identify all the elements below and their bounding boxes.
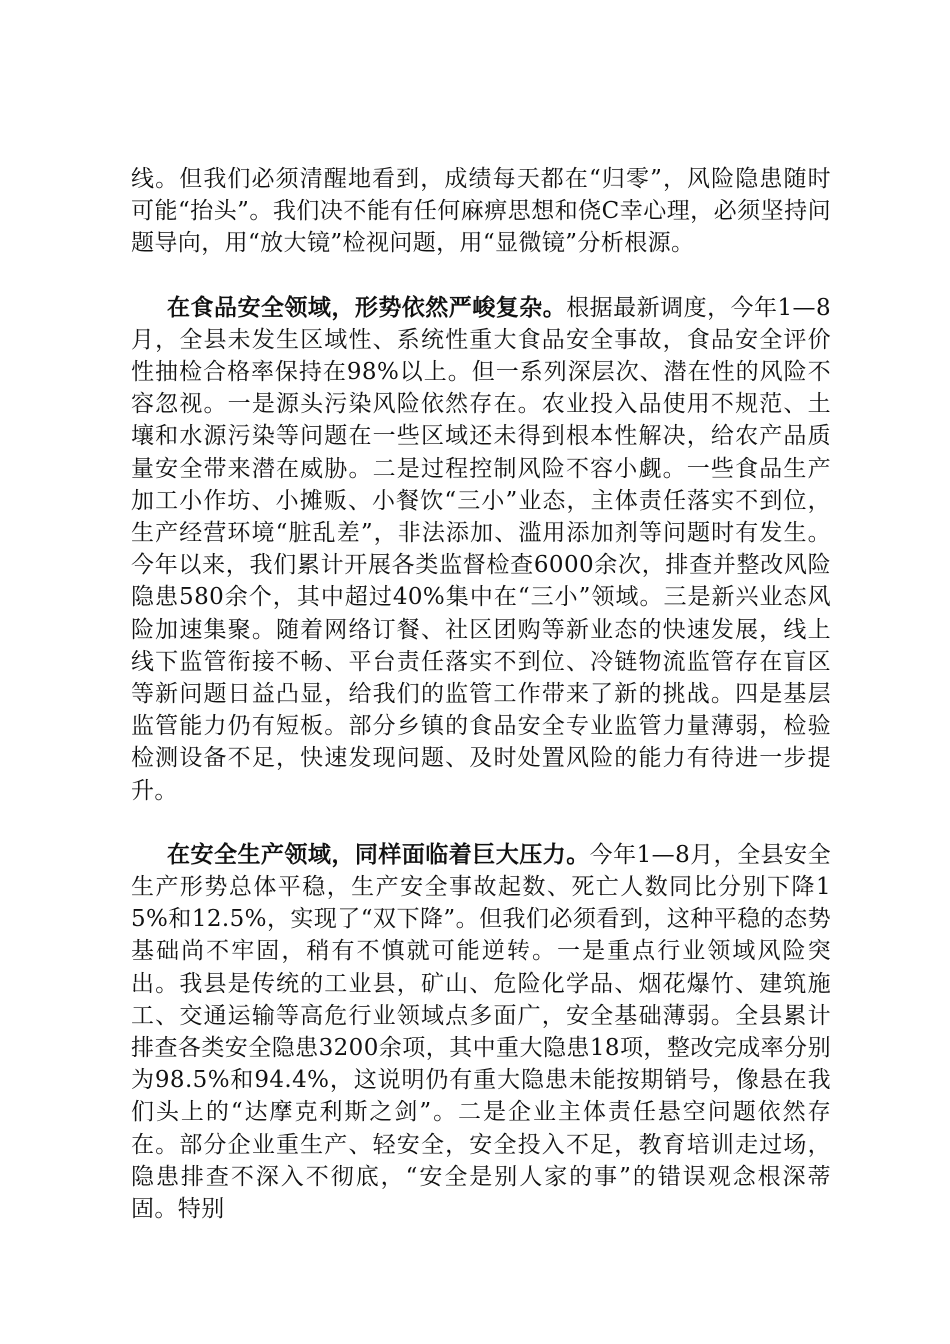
paragraph-text: 线。但我们必须清醒地看到，成绩每天都在“归零”，风险隐患随时可能“抬头”。我们决不能有任何麻痹思想和侥C幸心理，必须坚持问题导向，用“放大镜”检视问题，用“显微镜”分析根源。 [131,166,831,257]
document-body [131,163,831,1257]
paragraph-text: 今年1—8月，全县安全生产形势总体平稳，生产安全事故起数、死亡人数同比分别下降15%和12.5%，实现了“双下降”。但我们必须看到，这种平稳的态势基础尚不牢固，稍有不慎就可能逆转。一是重点行业领域风险突出。我县是传统的工业县，矿山、危险化学品、烟花爆竹、建筑施工、交通运输等高危行业领域点多面广，安全基础薄弱。全县累计排查各类安全隐患3200余项，其中重大隐患18项，整改完成率分别为98.5%和94.4%，这说明仍有重大隐患未能按期销号，像悬在我们头上的“达摩克利斯之剑”。二是企业主体责任悬空问题依然存在。部分企业重生产、轻安全，安全投入不足，教育培训走过场，隐患排查不深入不彻底，“安全是别人家的事”的错误观念根深蒂固。特别 [131,841,831,1223]
paragraph-food-safety [131,292,831,807]
paragraph-lead-heading: 在食品安全领域，形势依然严峻复杂。 [167,293,567,321]
paragraph-production-safety [131,839,831,1225]
paragraph-text: 根据最新调度，今年1—8月，全县未发生区域性、系统性重大食品安全事故，食品安全评价性抽检合格率保持在98%以上。但一系列深层次、潜在性的风险不容忽视。一是源头污染风险依然存在。农业投入品使用不规范、土壤和水源污染等问题在一些区域还未得到根本性解决，给农产品质量安全带来潜在威胁。二是过程控制风险不容小觑。一些食品生产加工小作坊、小摊贩、小餐饮“三小”业态，主体责任落实不到位，生产经营环境“脏乱差”，非法添加、滥用添加剂等问题时有发生。今年以来，我们累计开展各类监督检查6000余次，排查并整改风险隐患580余个，其中超过40%集中在“三小”领域。三是新兴业态风险加速集聚。随着网络订餐、社区团购等新业态的快速发展，线上线下监管衔接不畅、平台责任落实不到位、冷链物流监管存在盲区等新问题日益凸显，给我们的监管工作带来了新的挑战。四是基层监管能力仍有短板。部分乡镇的食品安全专业监管力量薄弱，检验检测设备不足，快速发现问题、及时处置风险的能力有待进一步提升。 [131,294,831,804]
paragraph-lead-heading: 在安全生产领域，同样面临着巨大压力。 [167,840,590,868]
paragraph-continuation [131,163,831,260]
